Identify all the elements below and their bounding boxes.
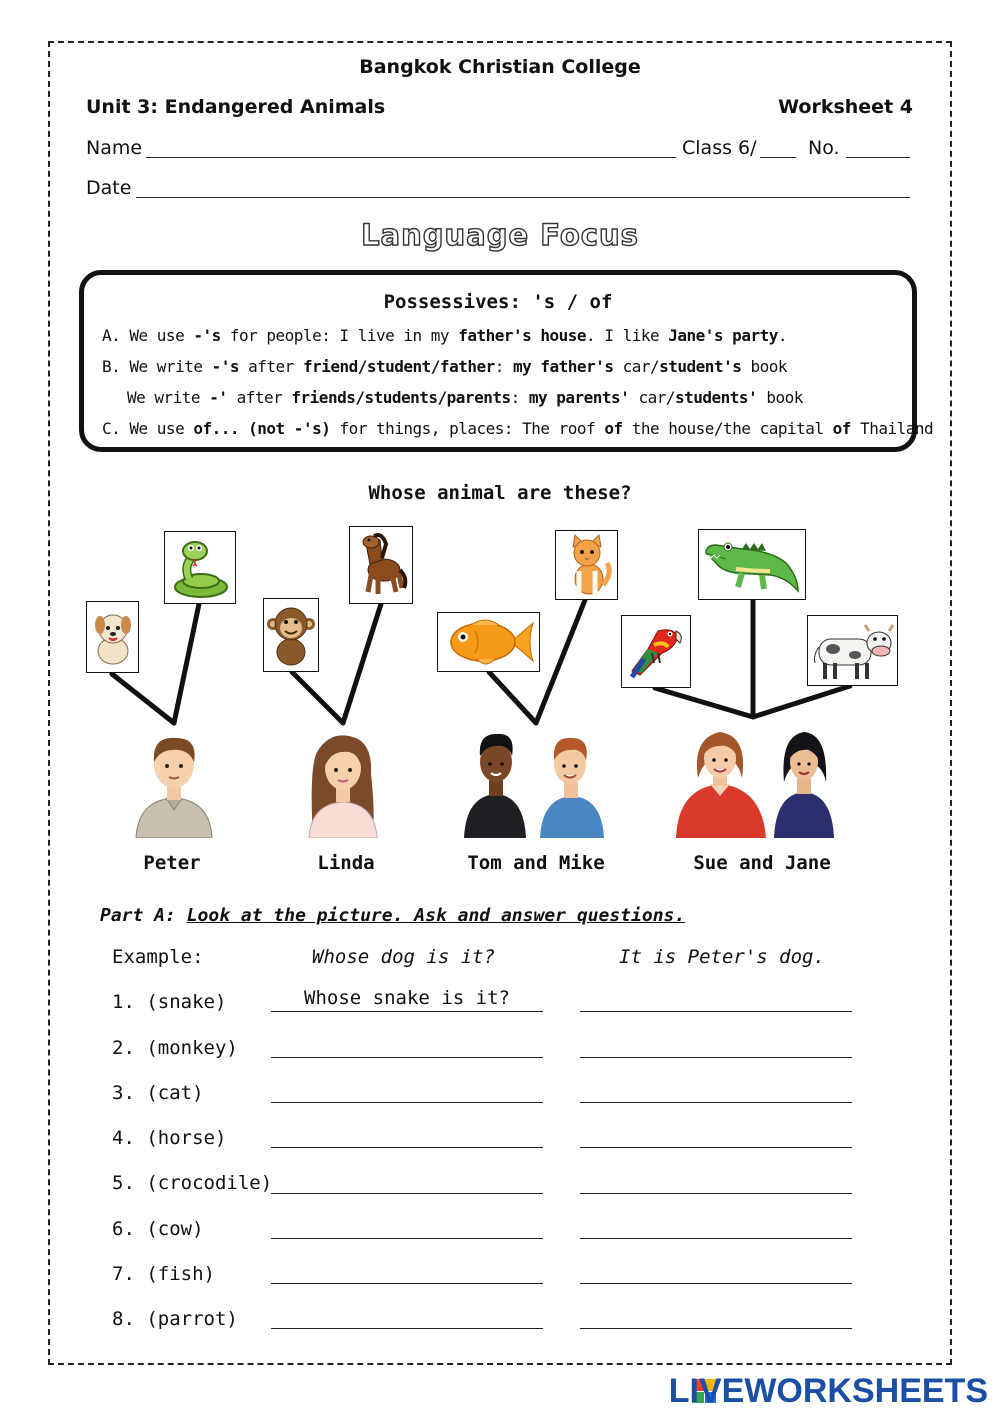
row-label-2: 2. (monkey) bbox=[112, 1037, 238, 1059]
answer-field-8[interactable] bbox=[580, 1328, 852, 1329]
fish-icon bbox=[441, 615, 537, 669]
monkey-picture bbox=[263, 598, 319, 672]
no-label: No. bbox=[808, 137, 840, 159]
class-label: Class 6/ bbox=[682, 137, 757, 159]
name-linda: Linda bbox=[317, 852, 375, 874]
row-label-6: 6. (cow) bbox=[112, 1218, 204, 1240]
parrot-icon bbox=[624, 619, 688, 685]
row-label-3: 3. (cat) bbox=[112, 1082, 204, 1104]
row-label-8: 8. (parrot) bbox=[112, 1308, 238, 1330]
answer-field-7[interactable] bbox=[580, 1283, 852, 1284]
grammar-box-title: Possessives: 's / of bbox=[383, 291, 613, 313]
parrot-picture bbox=[621, 615, 691, 688]
question-field-8[interactable] bbox=[271, 1328, 543, 1329]
answer-field-6[interactable] bbox=[580, 1238, 852, 1239]
answer-field-5[interactable] bbox=[580, 1193, 852, 1194]
linda-person-icon bbox=[303, 728, 383, 838]
liveworksheets-watermark: LIVEWORKSHEETS bbox=[668, 1372, 988, 1410]
name-peter: Peter bbox=[143, 852, 201, 874]
part-a-heading: Part A: Look at the picture. Ask and answer questions. bbox=[100, 905, 686, 926]
example-label: Example: bbox=[112, 946, 204, 968]
language-focus-title: Language Focus bbox=[361, 218, 639, 252]
monkey-icon bbox=[266, 602, 316, 668]
cow-icon bbox=[811, 619, 895, 683]
question-field-2[interactable] bbox=[271, 1057, 543, 1058]
cat-icon bbox=[559, 533, 615, 597]
dog-picture bbox=[86, 601, 139, 673]
question-field-5[interactable] bbox=[271, 1193, 543, 1194]
cow-picture bbox=[807, 615, 898, 686]
snake-picture bbox=[164, 531, 236, 604]
rule-b2: We write -' after friends/students/parents: my parents' car/students' book bbox=[127, 388, 803, 407]
question-answer-1: Whose snake is it? bbox=[304, 987, 510, 1009]
horse-icon bbox=[352, 530, 410, 600]
sue-and-jane-person-icon bbox=[676, 718, 834, 838]
question-field-3[interactable] bbox=[271, 1102, 543, 1103]
fish-picture bbox=[437, 612, 540, 672]
peter-person-icon bbox=[132, 728, 216, 838]
name-label: Name bbox=[86, 137, 143, 159]
unit-title: Unit 3: Endangered Animals bbox=[86, 96, 386, 118]
question-field-4[interactable] bbox=[271, 1147, 543, 1148]
crocodile-picture bbox=[698, 529, 806, 600]
date-label: Date bbox=[86, 177, 132, 199]
cat-picture bbox=[555, 530, 618, 600]
worksheet-number: Worksheet 4 bbox=[778, 96, 913, 118]
answer-field-3[interactable] bbox=[580, 1102, 852, 1103]
example-question: Whose dog is it? bbox=[312, 946, 496, 968]
name-sue-and-jane: Sue and Jane bbox=[693, 852, 831, 874]
question-field-6[interactable] bbox=[271, 1238, 543, 1239]
example-answer: It is Peter's dog. bbox=[619, 946, 825, 968]
row-label-7: 7. (fish) bbox=[112, 1263, 215, 1285]
row-label-4: 4. (horse) bbox=[112, 1127, 227, 1149]
rule-a: A. We use -'s for people: I live in my father's house. I like Jane's party. bbox=[102, 326, 787, 345]
rule-c: C. We use of... (not -'s) for things, places: The roof of the house/the capital of Thailand bbox=[102, 419, 934, 438]
crocodile-icon bbox=[702, 533, 802, 597]
answer-field-4[interactable] bbox=[580, 1147, 852, 1148]
answer-field-2[interactable] bbox=[580, 1057, 852, 1058]
row-label-1: 1. (snake) bbox=[112, 991, 227, 1013]
name-tom-and-mike: Tom and Mike bbox=[467, 852, 605, 874]
question-field-7[interactable] bbox=[271, 1283, 543, 1284]
horse-picture bbox=[349, 526, 413, 604]
row-label-5: 5. (crocodile) bbox=[112, 1172, 273, 1194]
rule-b1: B. We write -'s after friend/student/father: my father's car/student's book bbox=[102, 357, 788, 376]
question-field-1[interactable] bbox=[271, 1011, 543, 1012]
dog-icon bbox=[90, 607, 136, 667]
answer-field-1[interactable] bbox=[580, 1011, 852, 1012]
snake-icon bbox=[167, 535, 233, 601]
picture-question: Whose animal are these? bbox=[368, 482, 632, 504]
school-name: Bangkok Christian College bbox=[359, 56, 641, 78]
tom-and-mike-person-icon bbox=[462, 724, 610, 838]
